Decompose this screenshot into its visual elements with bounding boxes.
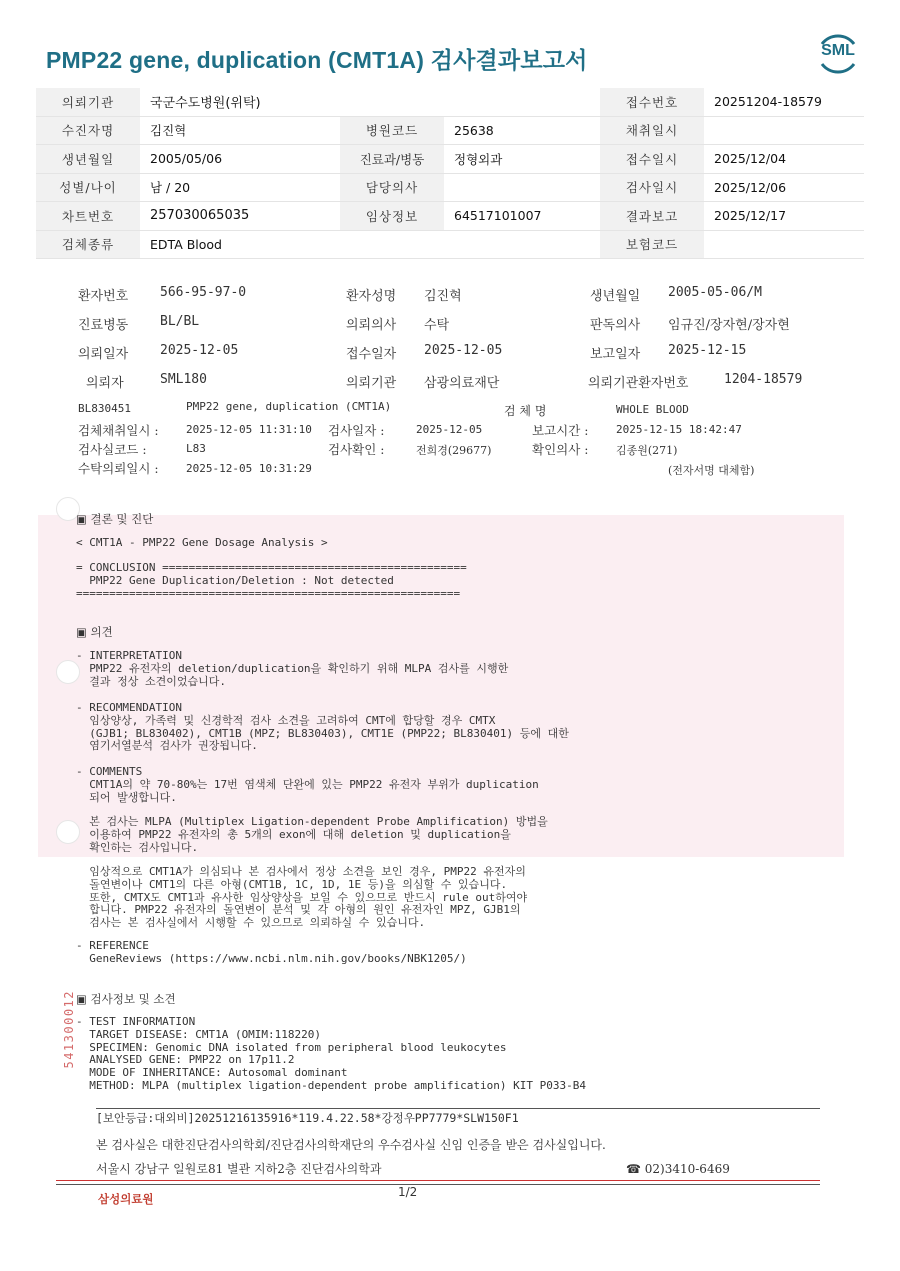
label-confirm: 검사확인 : — [328, 442, 385, 457]
value-request-org: 국군수도병원(위탁) — [140, 88, 600, 116]
label-read-doc: 판독의사 — [590, 318, 641, 333]
label-collection-date: 채취일시 — [600, 116, 704, 145]
label-pname: 환자성명 — [346, 289, 397, 304]
opinion-reference: - REFERENCE GeneReviews (https://www.ncbi.nlm.nih.gov/books/NBK1205/) — [76, 939, 467, 965]
value-dept: 정형외과 — [444, 145, 600, 174]
value-hospital-code: 25638 — [444, 116, 600, 145]
label-ward: 진료병동 — [78, 318, 129, 333]
value-req-doc: 수탁 — [424, 318, 450, 333]
value-patient-name: 김진혁 — [140, 116, 340, 145]
value-inst-pid: 1204-18579 — [724, 372, 803, 387]
value-lab-code: L83 — [186, 442, 206, 455]
hospital-name: 삼성의료원 — [98, 1192, 154, 1206]
opinion-comments-method: 본 검사는 MLPA (Multiplex Ligation-dependent Probe Amplification) 방법을 이용하여 PMP22 유전자의 총 5개의 exon에 대해 deletion 및 duplication을 확인하는 검사입니다. — [89, 815, 548, 854]
value-recv-date: 2025-12-05 — [424, 343, 503, 358]
label-insurance: 보험코드 — [600, 230, 704, 259]
label-lab-code: 검사실코드 : — [78, 442, 147, 457]
label-report-date: 결과보고 — [600, 202, 704, 231]
opinion-comments: - COMMENTS CMT1A의 약 70-80%는 17번 염색체 단완에 있는 PMP22 유전자 부위가 duplication 되어 발생합니다. — [76, 765, 539, 804]
value-pname: 김진혁 — [424, 289, 462, 304]
label-requester: 의뢰자 — [86, 376, 124, 391]
value-test-date: 2025/12/06 — [704, 173, 864, 202]
security-line: [보안등급:대외비]20251216135916*119.4.22.58*강정우PP7779*SLW150F1 — [96, 1111, 519, 1125]
value-test-day: 2025-12-05 — [416, 423, 483, 436]
opinion-heading: ▣ 의견 — [76, 625, 113, 639]
opinion-comments-followup: 임상적으로 CMT1A가 의심되나 본 검사에서 정상 소견을 보인 경우, PMP22 유전자의 돌연변이나 CMT1의 다른 아형(CMT1B, 1C, 1D, 1E 등)을 의심할 수 있습니다. 또한, CMTX도 CMT1과 유사한 임상양상을 보일 수 있으므로 반드시 rule out하여야 합니다. PMP22 유전자의 돌연변이 분석 및 각 아형의 원인 유전자인 MPZ, GJB1의 검사는 본 검사실에서 시행할 수 있으므로 의뢰하실 수 있습니다. — [89, 865, 528, 930]
value-reception-no: 20251204-18579 — [704, 88, 864, 116]
label-confirm-doc: 확인의사 : — [532, 442, 589, 457]
value-report-time: 2025-12-15 18:42:47 — [616, 423, 742, 436]
label-req-inst: 의뢰기관 — [346, 376, 397, 391]
label-order-time: 수탁의뢰일시 : — [78, 461, 159, 476]
value-report-date: 2025/12/17 — [704, 202, 864, 231]
conclusion-subtitle: < CMT1A - PMP22 Gene Dosage Analysis > — [76, 536, 328, 549]
header-table — [36, 88, 864, 259]
value-req-inst: 삼광의료재단 — [424, 376, 500, 391]
footer-rule-red — [56, 1180, 820, 1181]
value-requester: SML180 — [160, 372, 207, 387]
label-dept: 진료과/병동 — [340, 145, 444, 174]
label-test-date: 검사일시 — [600, 173, 704, 202]
value-doctor — [444, 173, 600, 202]
value-clinical: 64517101007 — [444, 202, 600, 231]
testinfo-heading: ▣ 검사정보 및 소견 — [76, 992, 176, 1006]
label-req-doc: 의뢰의사 — [346, 318, 397, 333]
value-req-date: 2025-12-05 — [160, 343, 239, 358]
label-birth: 생년월일 — [36, 145, 140, 174]
label-recv-date: 접수일자 — [346, 347, 397, 362]
value-ward: BL/BL — [160, 314, 200, 329]
testinfo-body: - TEST INFORMATION TARGET DISEASE: CMT1A (OMIM:118220) SPECIMEN: Genomic DNA isolated from peripheral blood leukocytes ANALYSED GENE: PMP22 on 17p11.2 MODE OF INHERITANCE: Autosomal dominant METHOD: MLPA (multiplex ligation-dependent probe amplification) KIT P033-B4 — [76, 1015, 586, 1092]
value-insurance — [704, 230, 864, 259]
value-collect: 2025-12-05 11:31:10 — [186, 423, 312, 436]
label-reception-no: 접수번호 — [600, 88, 704, 116]
lab-phone: ☎ 02)3410-6469 — [626, 1162, 730, 1176]
value-order-time: 2025-12-05 10:31:29 — [186, 462, 312, 475]
conclusion-line-top: = CONCLUSION ============================================== — [76, 561, 467, 574]
label-inst-pid: 의뢰기관환자번호 — [588, 376, 689, 391]
value-confirm: 전희경(29677) — [416, 444, 492, 457]
value-pbirth: 2005-05-06/M — [668, 285, 762, 300]
page-number: 1/2 — [398, 1185, 418, 1199]
sml-logo — [814, 30, 862, 78]
label-collect: 검체채취일시 : — [78, 423, 159, 438]
value-collection-date — [704, 116, 864, 145]
label-pbirth: 생년월일 — [590, 289, 641, 304]
test-name: PMP22 gene, duplication (CMT1A) — [186, 400, 392, 413]
label-rep-date: 보고일자 — [590, 347, 641, 362]
value-rep-date: 2025-12-15 — [668, 343, 747, 358]
logo-text: SML — [821, 42, 855, 59]
side-serial-number: 541300012 — [62, 990, 76, 1069]
value-confirm-doc: 김종원(271) — [616, 444, 678, 457]
footer-rule-bottom — [56, 1184, 820, 1185]
label-sex-age: 성별/나이 — [36, 173, 140, 202]
value-received-date: 2025/12/04 — [704, 145, 864, 174]
label-hospital-code: 병원코드 — [340, 116, 444, 145]
label-request-org: 의뢰기관 — [36, 88, 140, 116]
value-specimen: EDTA Blood — [140, 230, 600, 259]
footer-rule-top — [96, 1108, 820, 1109]
conclusion-line-bottom: ========================================================== — [76, 587, 461, 600]
esign-note: (전자서명 대체함) — [668, 464, 755, 477]
conclusion-result: PMP22 Gene Duplication/Deletion : Not detected — [76, 574, 394, 587]
value-pid: 566-95-97-0 — [160, 285, 247, 300]
label-chart-no: 차트번호 — [36, 202, 140, 231]
value-birth: 2005/05/06 — [140, 145, 340, 174]
certification-text: 본 검사실은 대한진단검사의학회/진단검사의학재단의 우수검사실 신임 인증을 받은 검사실입니다. — [96, 1138, 606, 1152]
conclusion-heading: ▣ 결론 및 진단 — [76, 512, 154, 526]
label-pid: 환자번호 — [78, 289, 129, 304]
report-title: PMP22 gene, duplication (CMT1A) 검사결과보고서 — [46, 47, 588, 73]
label-req-date: 의뢰일자 — [78, 347, 129, 362]
lab-address: 서울시 강남구 일원로81 별관 지하2층 진단검사의학과 — [96, 1162, 382, 1176]
label-specimen: 검체종류 — [36, 230, 140, 259]
value-chart-no: 257030065035 — [140, 202, 340, 231]
value-read-doc: 임규진/장자현/장자현 — [668, 318, 790, 333]
label-doctor: 담당의사 — [340, 173, 444, 202]
label-received-date: 접수일시 — [600, 145, 704, 174]
value-sex-age: 남 / 20 — [140, 173, 340, 202]
label-test-specimen: 검 체 명 — [504, 404, 547, 418]
label-report-time: 보고시간 : — [532, 423, 589, 438]
opinion-recommendation: - RECOMMENDATION 임상양상, 가족력 및 신경학적 검사 소견을 고려하여 CMT에 합당할 경우 CMTX (GJB1; BL830402), CMT1B (MPZ; BL830403), CMT1E (PMP22; BL830401) 등에 대한 염기서열분석 검사가 권장됩니다. — [76, 701, 569, 753]
test-code: BL830451 — [78, 402, 131, 415]
label-clinical: 임상정보 — [340, 202, 444, 231]
label-test-day: 검사일자 : — [328, 423, 385, 438]
label-patient-name: 수진자명 — [36, 116, 140, 145]
opinion-interpretation: - INTERPRETATION PMP22 유전자의 deletion/duplication을 확인하기 위해 MLPA 검사를 시행한 결과 정상 소견이었습니다. — [76, 649, 509, 688]
value-test-specimen: WHOLE BLOOD — [616, 403, 689, 416]
